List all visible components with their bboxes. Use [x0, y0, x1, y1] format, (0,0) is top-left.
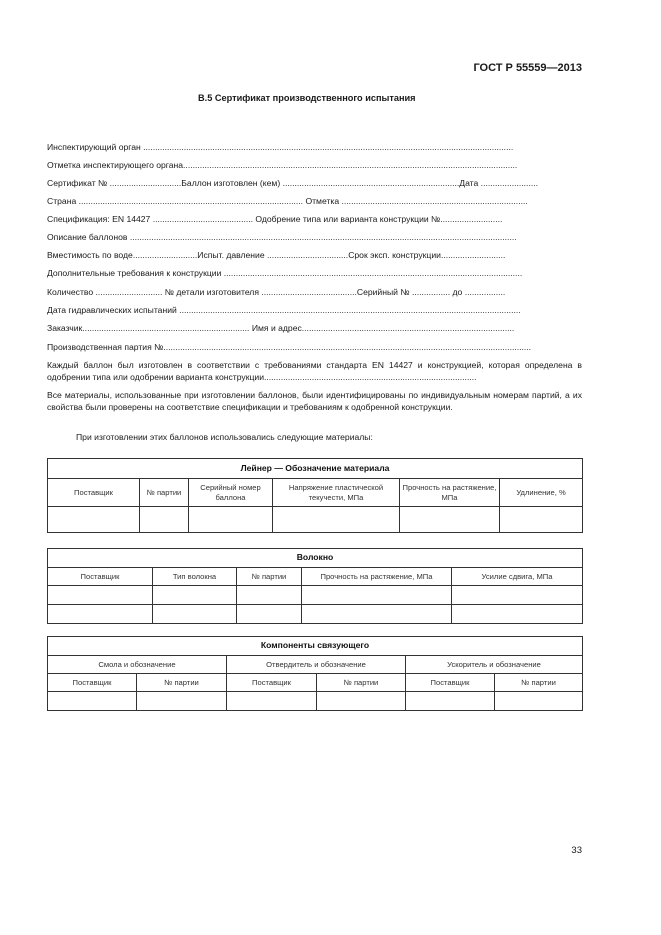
- liner-header-yield-stress: Напряжение пластической текучести, МПа: [273, 479, 400, 507]
- table-cell: [495, 692, 583, 711]
- liner-header-elongation: Удлинение, %: [500, 479, 583, 507]
- binder-table-caption: Компоненты связующего: [48, 637, 583, 656]
- field-inspecting-body: Инспектирующий орган ...........................................................................................................................................................: [47, 142, 514, 152]
- field-customer: Заказчик...................................................................... Имя и адрес.........................................................................................: [47, 323, 515, 333]
- liner-table: [47, 458, 583, 533]
- page-number: 33: [571, 845, 582, 856]
- table-cell: [137, 692, 227, 711]
- standard-number: ГОСТ Р 55559—2013: [473, 62, 582, 74]
- table-row: [48, 586, 583, 605]
- table-cell: [237, 586, 302, 605]
- table-row: [48, 605, 583, 624]
- table-cell: [452, 605, 583, 624]
- table-cell: [400, 507, 500, 533]
- table-cell: [273, 507, 400, 533]
- binder-group-resin: Смола и обозначение: [48, 656, 227, 674]
- binder-header-supplier: Поставщик: [406, 674, 495, 692]
- binder-header-batch: № партии: [317, 674, 406, 692]
- paragraph-materials: Все материалы, использованные при изготовлении баллонов, были идентифицированы по индивидуальным номерам партий, а их свойства были проверены на соответствие спецификации и требованиям к одобренной конструкции.: [47, 390, 582, 412]
- table-cell: [302, 605, 452, 624]
- fiber-header-batch: № партии: [237, 568, 302, 586]
- field-additional-requirements: Дополнительные требования к конструкции .............................................................................................................................: [47, 268, 523, 278]
- field-specification: Спецификация: EN 14427 .......................................... Одобрение типа или варианта конструкции №..........................: [47, 214, 503, 224]
- field-certificate: Сертификат № ..............................Баллон изготовлен (кем) ..........................................................................Дата ........................: [47, 178, 538, 188]
- table-cell: [500, 507, 583, 533]
- field-quantity: Количество ............................ № детали изготовителя ........................................Серийный № ................ до .................: [47, 287, 506, 297]
- binder-header-supplier: Поставщик: [48, 674, 137, 692]
- table-row: [48, 507, 583, 533]
- table-row: [48, 692, 583, 711]
- table-cell: [48, 692, 137, 711]
- liner-header-batch: № партии: [140, 479, 189, 507]
- field-hydraulic-test-date: Дата гидравлических испытаний ...............................................................................................................................................: [47, 305, 521, 315]
- binder-table: [47, 636, 583, 711]
- binder-group-hardener: Отвердитель и обозначение: [227, 656, 406, 674]
- table-cell: [140, 507, 189, 533]
- section-title: B.5 Сертификат производственного испытания: [198, 93, 416, 103]
- table-cell: [153, 605, 237, 624]
- table-cell: [452, 586, 583, 605]
- fiber-header-fiber-type: Тип волокна: [153, 568, 237, 586]
- table-cell: [406, 692, 495, 711]
- field-water-capacity: Вместимость по воде...........................Испыт. давление ..................................Срок эксп. конструкции...........................: [47, 250, 506, 260]
- binder-header-batch: № партии: [137, 674, 227, 692]
- binder-group-accelerator: Ускоритель и обозначение: [406, 656, 583, 674]
- table-cell: [317, 692, 406, 711]
- fiber-table: [47, 548, 583, 624]
- binder-header-batch: № партии: [495, 674, 583, 692]
- paragraph-materials-intro: При изготовлении этих баллонов использовались следующие материалы:: [76, 432, 373, 442]
- table-cell: [48, 507, 140, 533]
- field-country: Страна .............................................................................................. Отметка ..............................................................................: [47, 196, 528, 206]
- liner-table-caption: Лейнер — Обозначение материала: [48, 459, 583, 479]
- fiber-header-tensile-strength: Прочность на растяжение, МПа: [302, 568, 452, 586]
- field-cylinder-description: Описание баллонов ..................................................................................................................................................................: [47, 232, 517, 242]
- paragraph-compliance: Каждый баллон был изготовлен в соответствии с требованиями стандарта EN 14427 и конструкцией, которая определена в одобрении типа или одобрении варианта конструкции.........................................................................................: [47, 360, 582, 382]
- field-inspector-mark: Отметка инспектирующего органа............................................................................................................................................: [47, 160, 518, 170]
- table-cell: [237, 605, 302, 624]
- table-cell: [48, 605, 153, 624]
- fiber-header-supplier: Поставщик: [48, 568, 153, 586]
- liner-header-supplier: Поставщик: [48, 479, 140, 507]
- field-production-batch: Производственная партия №..........................................................................................................................................................: [47, 342, 532, 352]
- table-cell: [153, 586, 237, 605]
- fiber-header-shear-force: Усилие сдвига, МПа: [452, 568, 583, 586]
- liner-header-serial: Серийный номер баллона: [189, 479, 273, 507]
- table-cell: [227, 692, 317, 711]
- binder-header-supplier: Поставщик: [227, 674, 317, 692]
- table-cell: [48, 586, 153, 605]
- table-cell: [302, 586, 452, 605]
- liner-header-tensile-strength: Прочность на растяжение, МПа: [400, 479, 500, 507]
- fiber-table-caption: Волокно: [48, 549, 583, 568]
- table-cell: [189, 507, 273, 533]
